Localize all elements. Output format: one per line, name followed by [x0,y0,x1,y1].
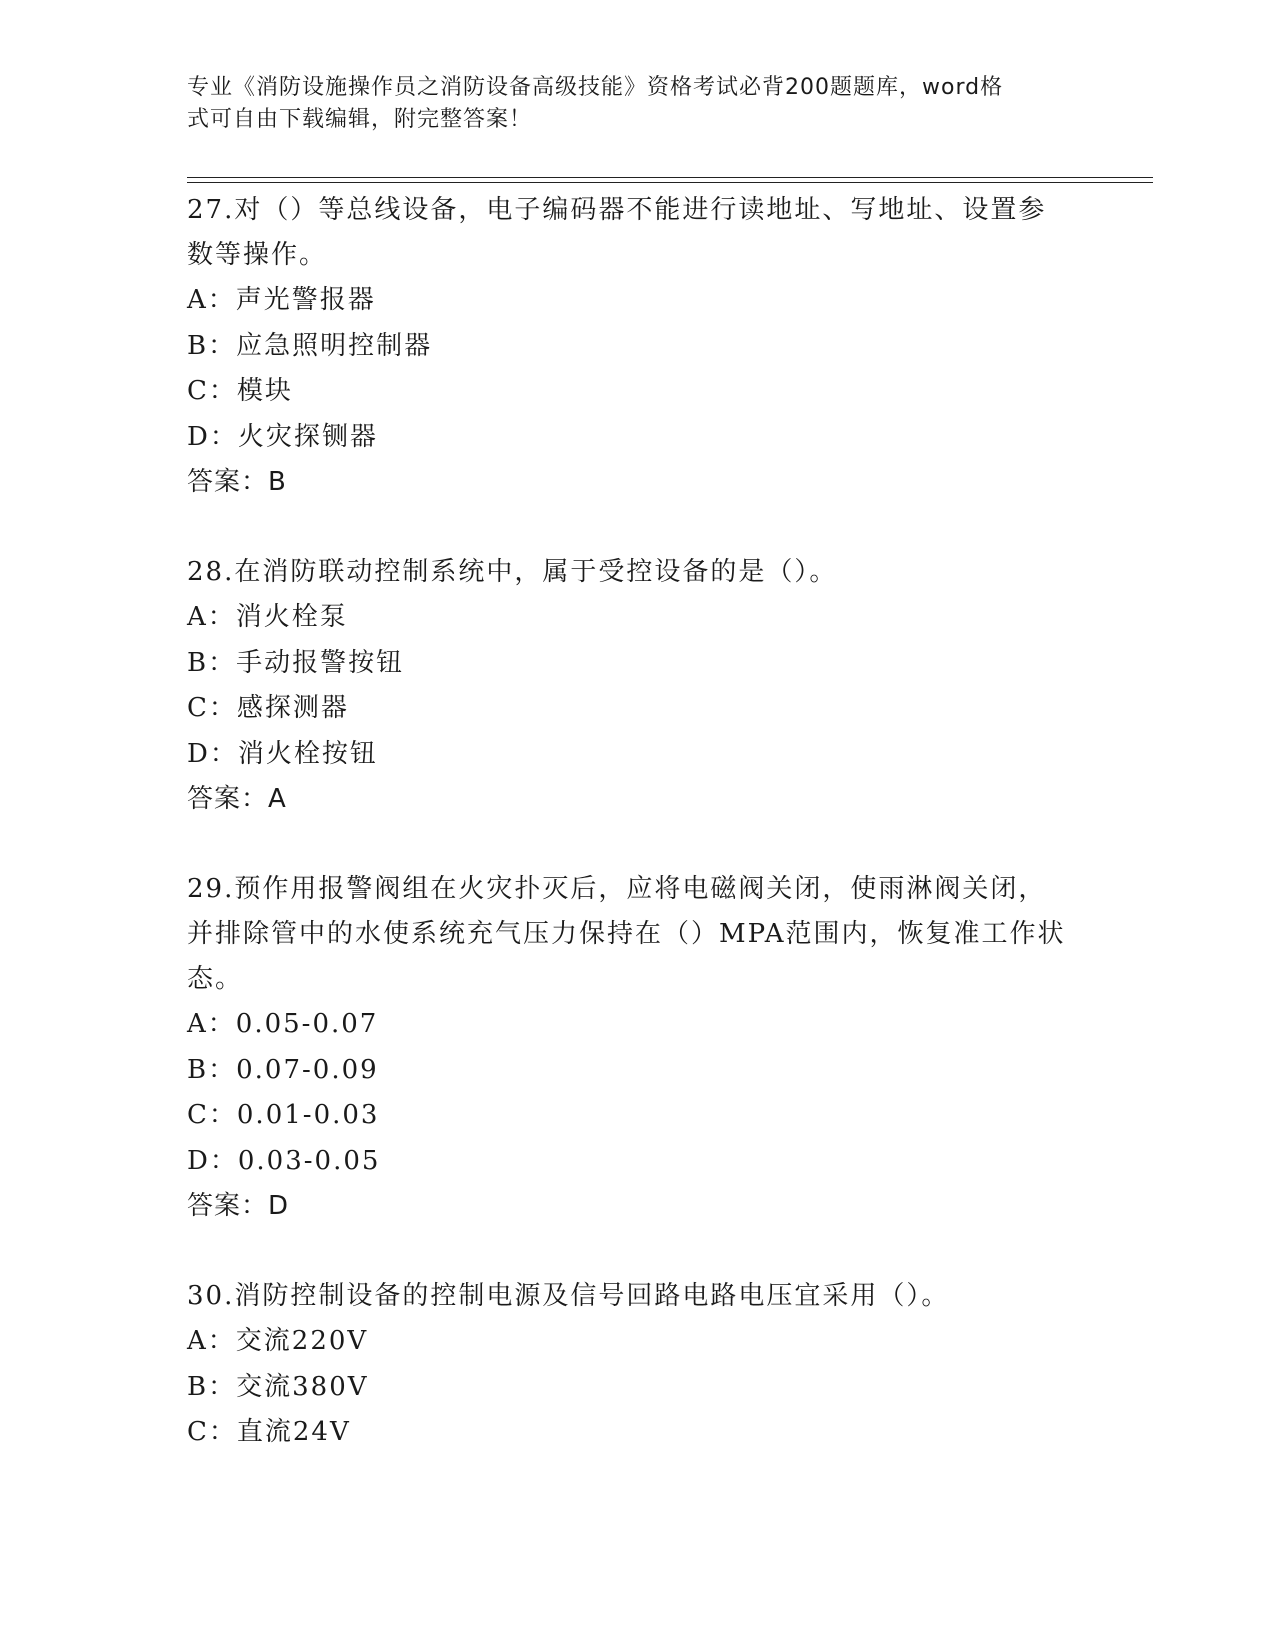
answer: 答案：D [187,1191,290,1221]
question-29 [187,867,1087,1229]
answer: 答案：A [187,784,287,814]
question-text-line: 29.预作用报警阀组在火灾扑灭后，应将电磁阀关闭，使雨淋阀关闭， [187,874,1047,904]
option-b: B：0.07-0.09 [187,1054,379,1085]
option-d: D：0.03-0.05 [187,1145,381,1176]
option-c: C：感探测器 [187,693,349,723]
question-28 [187,550,1087,822]
document-header [187,72,1067,136]
question-text-line: 30.消防控制设备的控制电源及信号回路电路电压宜采用（）。 [187,1281,950,1311]
header-line-1: 专业《消防设施操作员之消防设备高级技能》资格考试必背200题题库，word格 [187,75,1004,100]
question-30 [187,1274,1087,1456]
option-a: A：交流220V [187,1326,369,1356]
option-d: D：消火栓按钮 [187,738,378,769]
question-text-line: 27.对（）等总线设备，电子编码器不能进行读地址、写地址、设置参 [187,195,1047,225]
spacer [187,505,1087,550]
header-divider-top [187,177,1153,178]
option-c: C：直流24V [187,1417,351,1447]
header-divider-bottom [187,182,1153,183]
spacer [187,822,1087,867]
question-27 [187,188,1087,505]
answer: 答案：B [187,467,287,497]
question-text-line: 态。 [187,964,244,994]
option-a: A：声光警报器 [187,285,376,315]
question-list [187,188,1087,1456]
option-b: B：交流380V [187,1371,369,1402]
question-text-line: 数等操作。 [187,240,328,270]
spacer [187,1229,1087,1274]
option-a: A：消火栓泵 [187,602,348,632]
option-c: C：0.01-0.03 [187,1100,380,1130]
option-c: C：模块 [187,376,293,406]
option-b: B：应急照明控制器 [187,330,433,361]
option-a: A：0.05-0.07 [187,1009,379,1039]
question-text-line: 28.在消防联动控制系统中，属于受控设备的是（）。 [187,557,838,587]
option-b: B：手动报警按钮 [187,647,405,678]
option-d: D：火灾探铡器 [187,421,378,452]
header-line-2: 式可自由下载编辑，附完整答案！ [187,107,533,132]
question-text-line: 并排除管中的水使系统充气压力保持在（）MPA范围内，恢复准工作状 [187,919,1066,949]
